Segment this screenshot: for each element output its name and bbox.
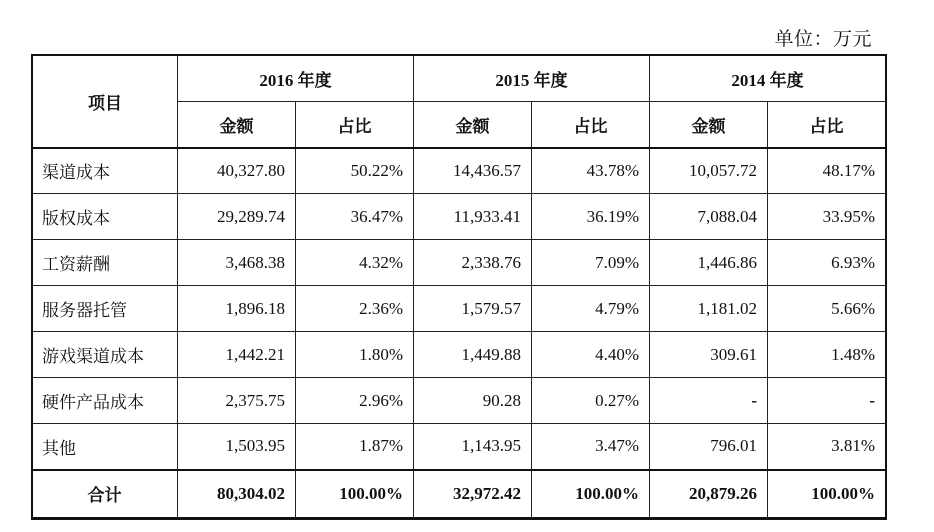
- year-header-2015: 2015 年度: [414, 56, 650, 102]
- row-item-label: 硬件产品成本: [33, 378, 178, 424]
- total-amount-cell: 80,304.02: [178, 470, 296, 518]
- amount-cell: 796.01: [650, 424, 768, 470]
- amount-header: 金额: [414, 102, 532, 148]
- row-item-label: 版权成本: [33, 194, 178, 240]
- amount-header: 金额: [178, 102, 296, 148]
- ratio-cell: 50.22%: [296, 148, 414, 194]
- total-ratio-cell: 100.00%: [768, 470, 886, 518]
- row-item-label: 游戏渠道成本: [33, 332, 178, 378]
- amount-cell: 40,327.80: [178, 148, 296, 194]
- ratio-cell: 48.17%: [768, 148, 886, 194]
- cost-breakdown-table: [32, 55, 886, 519]
- amount-cell: 90.28: [414, 378, 532, 424]
- table-row: [33, 378, 886, 424]
- amount-cell: 7,088.04: [650, 194, 768, 240]
- amount-cell: 14,436.57: [414, 148, 532, 194]
- table-row: [33, 332, 886, 378]
- ratio-cell-empty: -: [768, 378, 886, 424]
- amount-cell: 1,503.95: [178, 424, 296, 470]
- ratio-header: 占比: [296, 102, 414, 148]
- ratio-cell: 33.95%: [768, 194, 886, 240]
- ratio-cell: 1.87%: [296, 424, 414, 470]
- ratio-cell: 7.09%: [532, 240, 650, 286]
- total-ratio-cell: 100.00%: [532, 470, 650, 518]
- ratio-cell: 5.66%: [768, 286, 886, 332]
- row-item-label: 工资薪酬: [33, 240, 178, 286]
- amount-cell: 1,446.86: [650, 240, 768, 286]
- amount-cell: 29,289.74: [178, 194, 296, 240]
- table-row: [33, 148, 886, 194]
- amount-cell: 10,057.72: [650, 148, 768, 194]
- total-row: [33, 470, 886, 518]
- ratio-cell: 1.80%: [296, 332, 414, 378]
- unit-label: 单位：万元: [774, 29, 872, 50]
- amount-cell: 11,933.41: [414, 194, 532, 240]
- ratio-header: 占比: [768, 102, 886, 148]
- ratio-cell: 36.19%: [532, 194, 650, 240]
- ratio-cell: 1.48%: [768, 332, 886, 378]
- item-column-header: 项目: [33, 56, 178, 148]
- ratio-cell: 0.27%: [532, 378, 650, 424]
- amount-cell: 2,338.76: [414, 240, 532, 286]
- row-item-label: 服务器托管: [33, 286, 178, 332]
- table-row: [33, 286, 886, 332]
- ratio-cell: 4.40%: [532, 332, 650, 378]
- ratio-cell: 3.81%: [768, 424, 886, 470]
- amount-cell: 1,449.88: [414, 332, 532, 378]
- table-row: [33, 424, 886, 470]
- ratio-cell: 6.93%: [768, 240, 886, 286]
- ratio-cell: 36.47%: [296, 194, 414, 240]
- amount-cell: 1,143.95: [414, 424, 532, 470]
- ratio-cell: 4.32%: [296, 240, 414, 286]
- amount-cell: 2,375.75: [178, 378, 296, 424]
- total-ratio-cell: 100.00%: [296, 470, 414, 518]
- amount-cell: 3,468.38: [178, 240, 296, 286]
- ratio-cell: 2.36%: [296, 286, 414, 332]
- year-header-2016: 2016 年度: [178, 56, 414, 102]
- row-item-label: 其他: [33, 424, 178, 470]
- amount-header: 金额: [650, 102, 768, 148]
- row-item-label: 渠道成本: [33, 148, 178, 194]
- amount-cell-empty: -: [650, 378, 768, 424]
- ratio-header: 占比: [532, 102, 650, 148]
- year-header-row: [33, 56, 886, 102]
- amount-cell: 1,442.21: [178, 332, 296, 378]
- ratio-cell: 2.96%: [296, 378, 414, 424]
- ratio-cell: 4.79%: [532, 286, 650, 332]
- amount-cell: 309.61: [650, 332, 768, 378]
- table-row: [33, 194, 886, 240]
- amount-cell: 1,896.18: [178, 286, 296, 332]
- ratio-cell: 43.78%: [532, 148, 650, 194]
- total-label: 合计: [33, 470, 178, 518]
- amount-cell: 1,181.02: [650, 286, 768, 332]
- year-header-2014: 2014 年度: [650, 56, 886, 102]
- ratio-cell: 3.47%: [532, 424, 650, 470]
- amount-cell: 1,579.57: [414, 286, 532, 332]
- total-amount-cell: 20,879.26: [650, 470, 768, 518]
- table-row: [33, 240, 886, 286]
- total-amount-cell: 32,972.42: [414, 470, 532, 518]
